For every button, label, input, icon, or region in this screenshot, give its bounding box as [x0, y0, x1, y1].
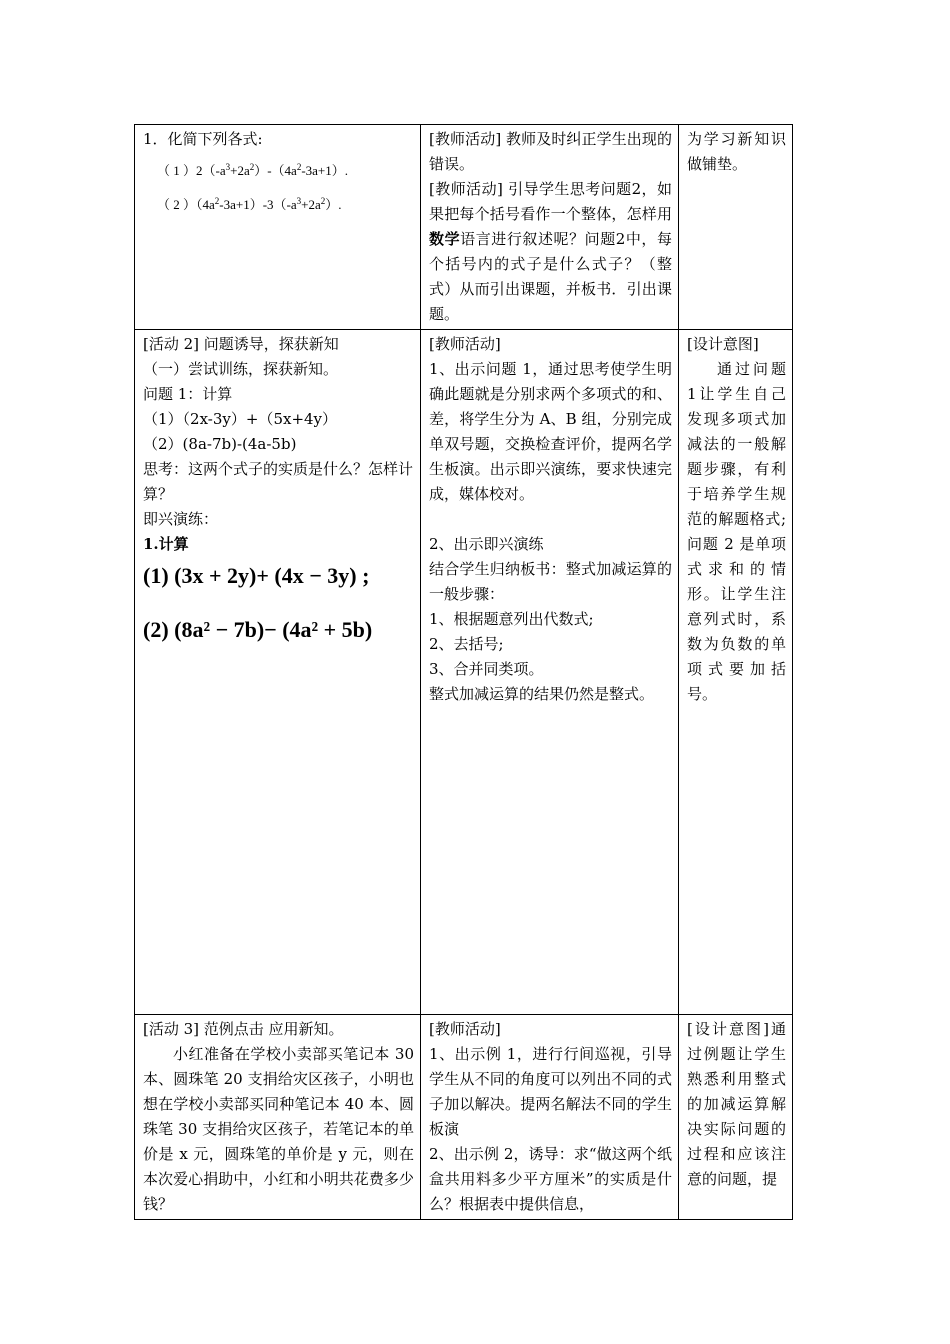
- teacher-activity-heading: [教师活动]: [429, 1020, 501, 1038]
- lesson-plan-table: [134, 124, 793, 1220]
- summary-conclusion: 整式加减运算的结果仍然是整式。: [429, 685, 655, 703]
- content-cell: [135, 125, 421, 330]
- design-intent-cell: [679, 125, 793, 330]
- section-subheading: （一）尝试训练，探获新知。: [143, 360, 339, 378]
- table-row: [135, 330, 793, 1015]
- math-expression-2: (2) (8a² − 7b)− (4a² + 5b): [143, 617, 373, 642]
- teacher-activity-step-1: 1、出示问题 1，通过思考使学生明确此题就是分别求两个多项式的和、差，将学生分为 A、B 组，分别完成单双号题，交换检查评价，提两名学生板演。出示即兴演练，要求快速完成，媒体校对。: [429, 360, 672, 503]
- math-expression-1: (1) (3x + 2y)+ (4x − 3y) ;: [143, 563, 370, 588]
- calc-label: 1.计算: [143, 535, 189, 553]
- teacher-activity-cell: [421, 125, 679, 330]
- problem-item-2: （2）(8a-7b)-(4a-5b): [143, 435, 297, 453]
- design-intent-text: 为学习新知识做铺垫。: [687, 130, 786, 173]
- table-row: [135, 125, 793, 330]
- design-intent-heading: [设计意图]: [687, 335, 759, 353]
- problem-label: 问题 1：计算: [143, 385, 233, 403]
- teacher-activity-step-1: 1、出示例 1，进行行间巡视，引导学生从不同的角度可以列出不同的式子加以解决。提两名解法不同的学生板演: [429, 1045, 672, 1138]
- summary-intro: 结合学生归纳板书：整式加减运算的一般步骤：: [429, 560, 672, 603]
- exercise-title: 1．化简下列各式:: [143, 130, 263, 148]
- design-intent-text: 通过问题1让学生自己发现多项式加减法的一般解题步骤，有利于培养学生规范的解题格式; 问题 2 是单项式求和的情形。让学生注意列式时，系数为负数的单项式要加括号。: [687, 360, 786, 703]
- activity-heading: [活动 2] 问题诱导，探获新知: [143, 335, 339, 353]
- teacher-activity-cell: [421, 1015, 679, 1220]
- teacher-activity-heading: [教师活动]: [429, 335, 501, 353]
- teacher-activity-step-2: 2、出示例 2，诱导：求“做这两个纸盒共用料多少平方厘米”的实质是什么？根据表中提供信息，: [429, 1145, 672, 1213]
- summary-step-2: 2、去括号;: [429, 635, 504, 653]
- content-cell: [135, 330, 421, 1015]
- teacher-activity-text-1: [教师活动] 教师及时纠正学生出现的错误。: [429, 130, 672, 173]
- teacher-activity-step-2: 2、出示即兴演练: [429, 535, 544, 553]
- math-expressions: [143, 561, 414, 645]
- design-intent-cell: [679, 330, 793, 1015]
- practice-label: 即兴演练：: [143, 510, 219, 528]
- exercise-item-2: （ 2 ）$(4a^2-3a+1)-3(-a^3+2a^2)$.: [157, 196, 342, 212]
- activity-heading: [活动 3] 范例点击 应用新知。: [143, 1020, 344, 1038]
- blank-line: [429, 507, 672, 532]
- table-row: [135, 1015, 793, 1220]
- summary-step-1: 1、根据题意列出代数式;: [429, 610, 594, 628]
- teacher-activity-text-2: [教师活动] 引导学生思考问题2，如果把每个括号看作一个整体，怎样用数学语言进行叙述呢？问题2中，每个括号内的式子是什么式子？（整式）从而引出课题，并板书．引出课题。: [429, 180, 672, 323]
- exercise-item-1: （ 1 ）$2(-a^3+2a^2)-(4a^2-3a+1)$.: [157, 162, 349, 178]
- design-intent-text: [设计意图]通过例题让学生熟悉利用整式的加减运算解决实际问题的过程和应该注意的问题，提: [687, 1020, 786, 1188]
- teacher-activity-cell: [421, 330, 679, 1015]
- content-cell: [135, 1015, 421, 1220]
- problem-item-1: （1）（2x-3y）+（5x+4y）: [143, 410, 338, 428]
- example-problem: 小红准备在学校小卖部买笔记本 30 本、圆珠笔 20 支捐给灾区孩子，小明也想在学校小卖部买同种笔记本 40 本、圆珠笔 30 支捐给灾区孩子，若笔记本的单价是 x 元，圆珠笔的单价是 y 元，则在本次爱心捐助中，小红和小明共花费多少钱？: [143, 1045, 414, 1213]
- thinking-question: 思考：这两个式子的实质是什么？怎样计算？: [143, 460, 414, 503]
- design-intent-cell: [679, 1015, 793, 1220]
- summary-step-3: 3、合并同类项。: [429, 660, 544, 678]
